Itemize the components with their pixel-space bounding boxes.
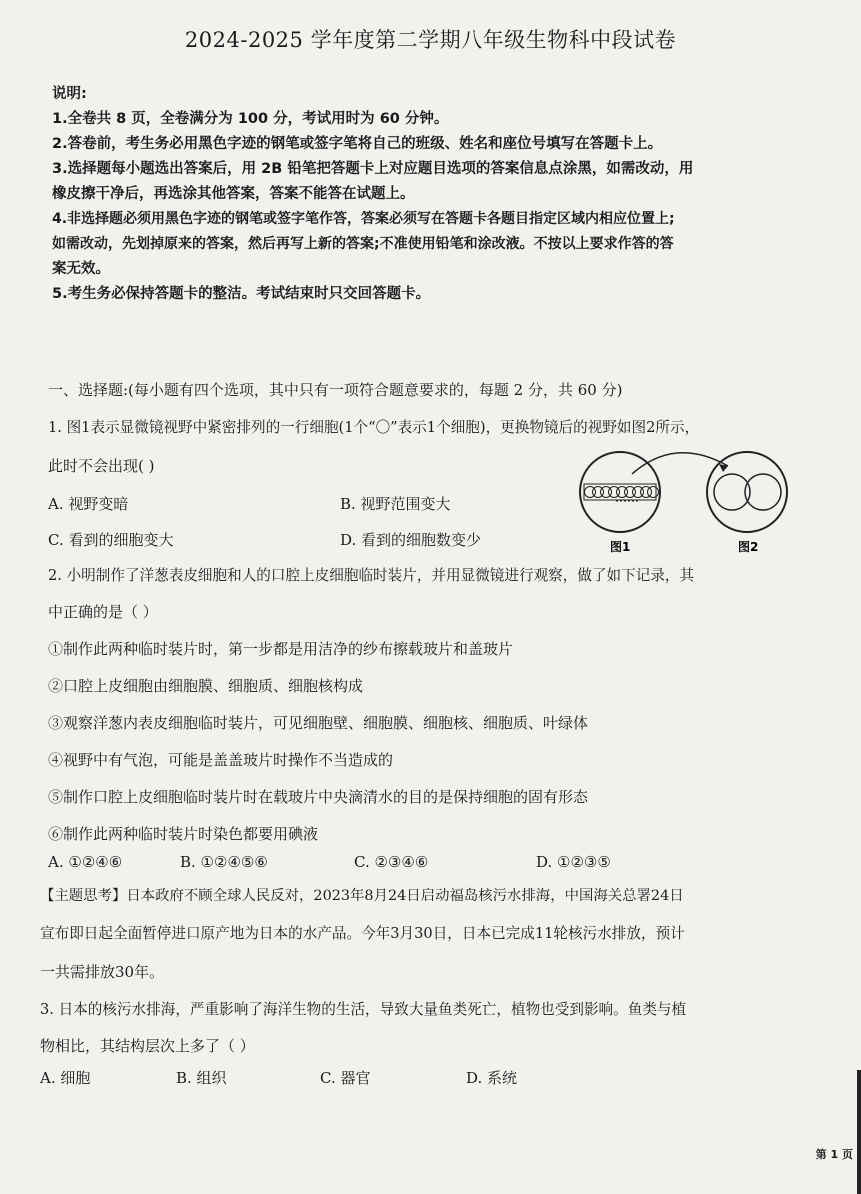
instruction-line: 如需改动，先划掉原来的答案，然后再写上新的答案;不准使用铅笔和涂改液。不按以上要求作答的答 [52, 236, 674, 252]
instruction-line: 2.答卷前，考生务必用黑色字迹的钢笔或签字笔将自己的班级、姓名和座位号填写在答题卡上。 [52, 136, 663, 152]
theme-paragraph: 【主题思考】日本政府不顾全球人民反对，2023年8月24日启动福岛核污水排海，中国海关总署24日 [40, 888, 684, 904]
q1-option-b[interactable]: B. 视野范围变大 [340, 495, 451, 513]
q2-option-a[interactable]: A. ①②④⑥ [48, 853, 123, 871]
q3-stem: 3. 日本的核污水排海，严重影响了海洋生物的生活，导致大量鱼类死亡，植物也受到影响。鱼类与植 [40, 1001, 687, 1018]
q2-statement: ②口腔上皮细胞由细胞膜、细胞质、细胞核构成 [48, 677, 364, 695]
q1-option-a[interactable]: A. 视野变暗 [48, 495, 129, 513]
instruction-line: 5.考生务必保持答题卡的整洁。考试结束时只交回答题卡。 [52, 286, 431, 302]
q2-stem: 中正确的是（ ） [48, 603, 158, 621]
q2-statement: ⑥制作此两种临时装片时染色都要用碘液 [48, 825, 319, 843]
instruction-line: 1.全卷共 8 页，全卷满分为 100 分，考试用时为 60 分钟。 [52, 111, 449, 127]
q3-option-a[interactable]: A. 细胞 [40, 1069, 91, 1087]
instructions-heading: 说明: [52, 86, 87, 102]
theme-paragraph: 宣布即日起全面暂停进口原产地为日本的水产品。今年3月30日，日本已完成11轮核污水排放，预计 [40, 925, 685, 942]
field-of-view-2 [707, 452, 787, 532]
microscope-figure [570, 448, 800, 558]
q1-option-c[interactable]: C. 看到的细胞变大 [48, 531, 174, 549]
instruction-line: 橡皮擦干净后，再选涂其他答案，答案不能答在试题上。 [52, 186, 415, 202]
instruction-line: 4.非选择题必须用黑色字迹的钢笔或签字笔作答，答案必须写在答题卡各题目指定区域内相应位置上; [52, 211, 675, 227]
q3-option-d[interactable]: D. 系统 [466, 1069, 518, 1087]
q2-statement: ①制作此两种临时装片时，第一步都是用洁净的纱布擦载玻片和盖玻片 [48, 640, 514, 658]
q2-option-c[interactable]: C. ②③④⑥ [354, 853, 429, 871]
q3-option-c[interactable]: C. 器官 [320, 1069, 371, 1087]
q1-stem: 此时不会出现( ) [48, 457, 155, 475]
q2-option-d[interactable]: D. ①②③⑤ [536, 853, 611, 871]
instructions [52, 82, 842, 307]
q3-stem: 物相比，其结构层次上多了（ ） [40, 1037, 255, 1055]
section-heading: 一、选择题:(每小题有四个选项，其中只有一项符合题意要求的，每题 2 分，共 60 分) [48, 381, 623, 399]
instruction-line: 案无效。 [52, 261, 110, 277]
q1-option-d[interactable]: D. 看到的细胞数变少 [340, 531, 482, 549]
cell-row-cells [585, 487, 659, 498]
q3-option-b[interactable]: B. 组织 [176, 1069, 227, 1087]
instruction-line: 3.选择题每小题选出答案后，用 2B 铅笔把答题卡上对应题目选项的答案信息点涂黑，如需改动，用 [52, 161, 694, 177]
q2-statement: ④视野中有气泡，可能是盖盖玻片时操作不当造成的 [48, 751, 394, 769]
fig1-label: 图1 [610, 540, 631, 554]
fig2-label: 图2 [738, 540, 759, 554]
page-number: 第 1 页 [815, 1148, 853, 1161]
q2-statement: ③观察洋葱内表皮细胞临时装片，可见细胞壁、细胞膜、细胞核、细胞质、叶绿体 [48, 714, 589, 732]
q2-statement: ⑤制作口腔上皮细胞临时装片时在载玻片中央滴清水的目的是保持细胞的固有形态 [48, 788, 589, 806]
q2-option-b[interactable]: B. ①②④⑤⑥ [180, 853, 268, 871]
theme-paragraph: 一共需排放30年。 [40, 963, 165, 981]
exam-title: 2024-2025 学年度第二学期八年级生物科中段试卷 [184, 28, 677, 52]
q2-stem: 2. 小明制作了洋葱表皮细胞和人的口腔上皮细胞临时装片，并用显微镜进行观察，做了如下记录，其 [48, 567, 695, 584]
q1-stem: 1. 图1表示显微镜视野中紧密排列的一行细胞(1个“〇”表示1个细胞)，更换物镜后的视野如图2所示， [48, 419, 700, 436]
scan-edge [857, 1070, 861, 1194]
